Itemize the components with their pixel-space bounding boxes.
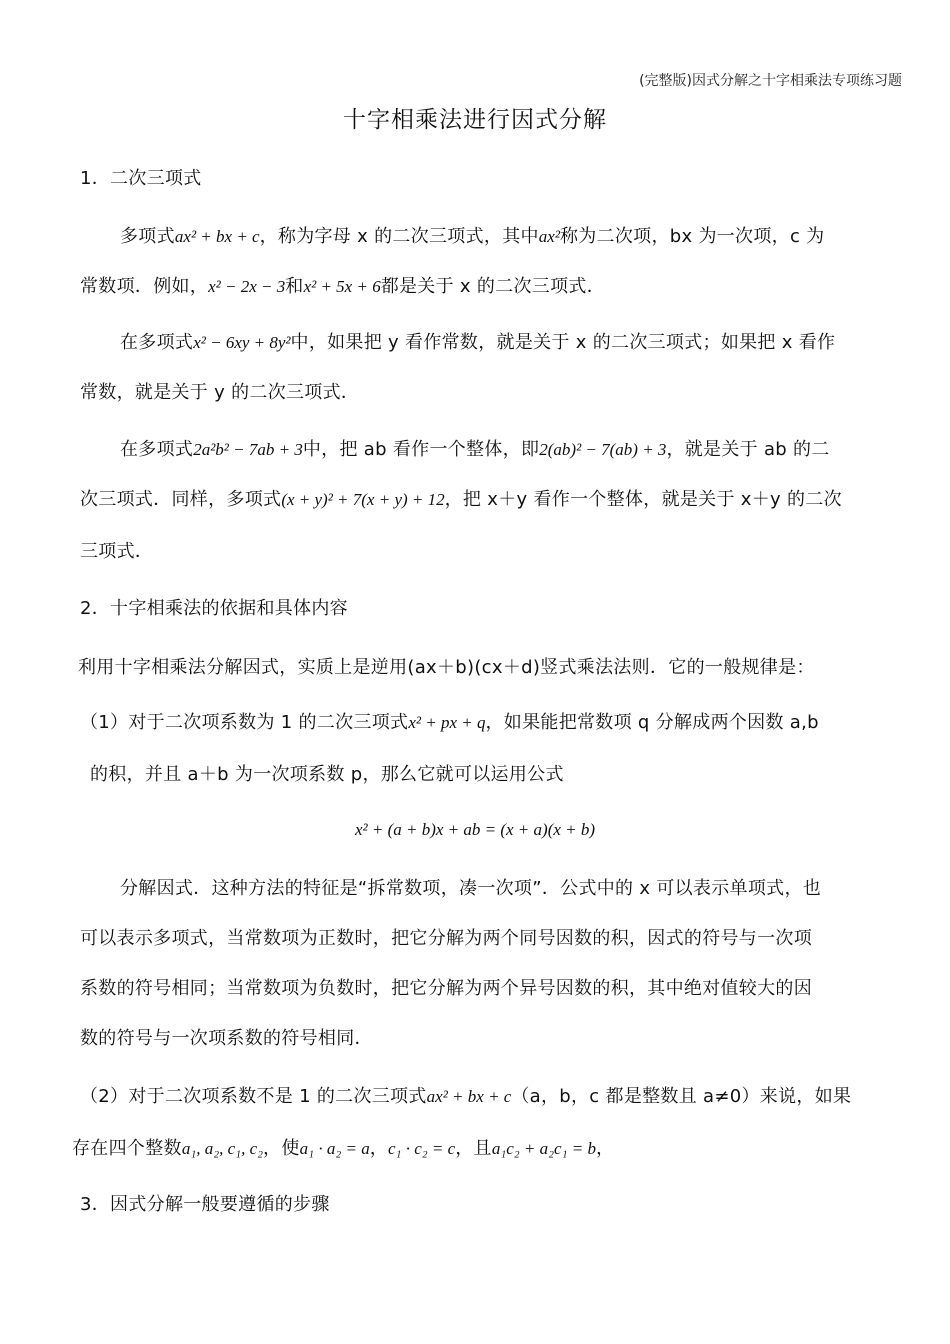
paragraph-1-line-2: 常数项．例如，x² − 2x − 3和x² + 5x + 6都是关于 x 的二次三项式． — [80, 276, 605, 297]
math-expression: x² − 2x − 3 — [208, 277, 286, 296]
math-expression: 2a²b² − 7ab + 3 — [193, 440, 303, 459]
math-expression: a₁ · a₂ = a — [299, 1139, 370, 1158]
section-2-heading: 2．十字相乘法的依据和具体内容 — [80, 598, 348, 619]
math-expression: a₁c₂ + a₂c₁ = b — [491, 1139, 596, 1158]
math-expression: ax² + bx + c — [426, 1087, 512, 1106]
paragraph-1-line-1: 多项式ax² + bx + c，称为字母 x 的二次三项式，其中ax²称为二次项，bx 为一次项，c 为 — [120, 226, 825, 247]
case-1-line-2: 的积，并且 a＋b 为一次项系数 p，那么它就可以运用公式 — [90, 764, 564, 785]
case-2-line-1: （2）对于二次项系数不是 1 的二次三项式ax² + bx + c（a，b，c 都是整数且 a≠0）来说，如果 — [80, 1086, 852, 1107]
math-expression: ax² — [538, 227, 560, 246]
math-expression: 2(ab)² − 7(ab) + 3 — [539, 440, 667, 459]
math-expression: c₁ · c₂ = c — [388, 1139, 456, 1158]
explanation-line-1: 分解因式．这种方法的特征是“拆常数项，凑一次项”．公式中的 x 可以表示单项式，也 — [120, 878, 822, 899]
explanation-line-3: 系数的符号相同；当常数项为负数时，把它分解为两个异号因数的积，其中绝对值较大的因 — [80, 978, 812, 999]
section-2-intro: 利用十字相乘法分解因式，实质上是逆用(ax＋b)(cx＋d)竖式乘法法则．它的一般规律是： — [78, 657, 815, 678]
case-2-line-2: 存在四个整数a₁, a₂, c₁, c₂，使a₁ · a₂ = a，c₁ · c₂ = c，且a₁c₂ + a₂c₁ = b， — [72, 1138, 615, 1159]
math-expression: x² + 5x + 6 — [303, 277, 381, 296]
paragraph-3-line-3: 三项式． — [80, 541, 154, 562]
case-1-line-1: （1）对于二次项系数为 1 的二次三项式x² + px + q，如果能把常数项 q 分解成两个因数 a,b — [80, 712, 819, 733]
page-title: 十字相乘法进行因式分解 — [343, 107, 607, 133]
factoring-formula: x² + (a + b)x + ab = (x + a)(x + b) — [354, 820, 596, 839]
math-expression: x² + px + q — [408, 713, 486, 732]
math-expression: (x + y)² + 7(x + y) + 12 — [281, 490, 445, 509]
math-expression: ax² + bx + c — [174, 227, 260, 246]
math-expression: x² − 6xy + 8y² — [193, 333, 291, 352]
paragraph-2-line-1: 在多项式x² − 6xy + 8y²中，如果把 y 看作常数，就是关于 x 的二次三项式；如果把 x 看作 — [120, 332, 836, 353]
running-header: (完整版)因式分解之十字相乘法专项练习题 — [639, 73, 902, 89]
paragraph-2-line-2: 常数，就是关于 y 的二次三项式． — [80, 382, 360, 403]
explanation-line-2: 可以表示多项式，当常数项为正数时，把它分解为两个同号因数的积，因式的符号与一次项 — [80, 928, 812, 949]
section-3-heading: 3．因式分解一般要遵循的步骤 — [80, 1194, 330, 1215]
paragraph-3-line-1: 在多项式2a²b² − 7ab + 3中，把 ab 看作一个整体，即2(ab)² − 7(ab) + 3，就是关于 ab 的二 — [120, 439, 830, 460]
explanation-line-4: 数的符号与一次项系数的符号相同． — [80, 1028, 373, 1049]
section-1-heading: 1．二次三项式 — [80, 168, 202, 189]
paragraph-3-line-2: 次三项式．同样，多项式(x + y)² + 7(x + y) + 12，把 x＋y 看作一个整体，就是关于 x＋y 的二次 — [80, 489, 842, 510]
math-expression: a₁, a₂, c₁, c₂ — [181, 1139, 264, 1158]
